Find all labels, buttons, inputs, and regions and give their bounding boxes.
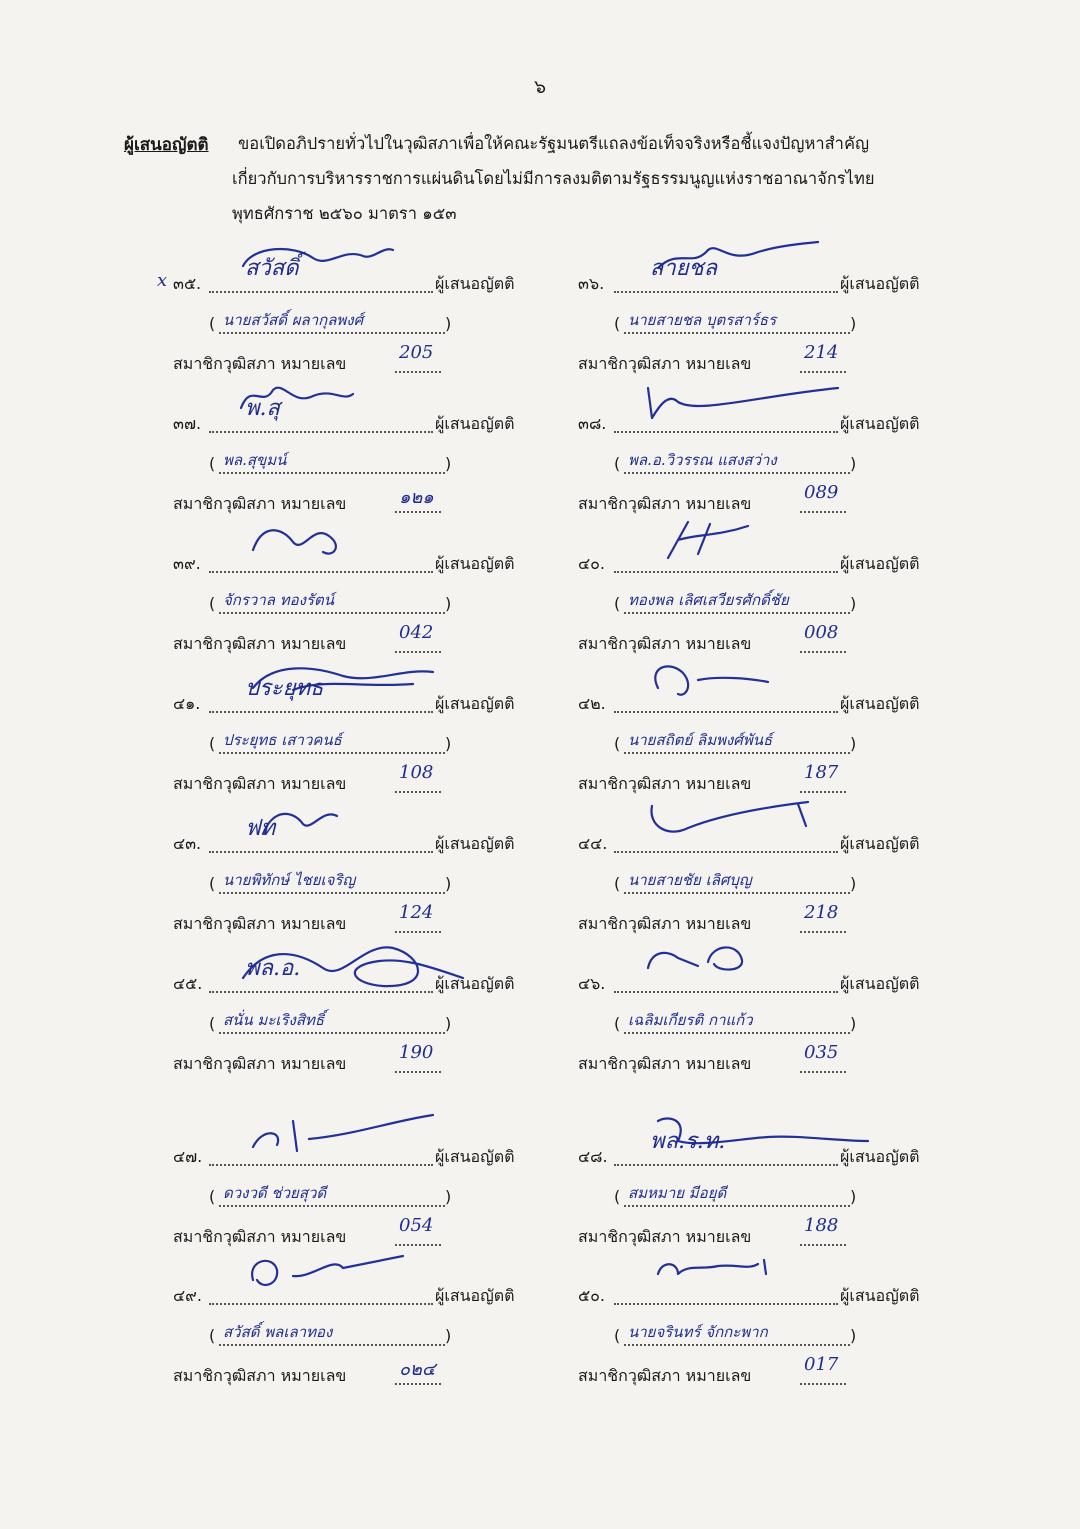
member-name: พล.อ.วิวรรณ แสงสว่าง [628,451,777,469]
paren-close: ) [850,1326,857,1345]
signature-entry [578,1129,968,1265]
paren-open: ( [209,594,216,613]
signature-text: สายชล [650,256,718,281]
check-mark: x [157,270,168,291]
entry-number: ๔๒. [578,694,606,713]
role-label: ผู้เสนอญัตติ [840,974,920,993]
signature-entry [173,1145,563,1265]
entry-number: ๔๘. [578,1147,608,1166]
member-name: ประยุทธ เสาวคนธ์ [223,731,342,749]
name-row [173,1011,563,1040]
member-number-row [173,902,434,937]
name-row [578,1011,968,1040]
handwritten-signature [638,378,878,434]
member-number-label: สมาชิกวุฒิสภา หมายเลข [578,774,752,793]
handwritten-signature [638,518,878,574]
paren-open: ( [614,1326,621,1345]
member-number-value: 108 [399,762,434,783]
member-number-dotted-line [800,1069,846,1073]
name-row [578,451,968,480]
member-number-row [578,622,839,657]
member-number-label: สมาชิกวุฒิสภา หมายเลข [173,494,347,513]
member-number-row [173,1042,434,1077]
member-number-dotted-line [800,929,846,933]
role-label: ผู้เสนอญัตติ [435,974,515,993]
handwritten-signature [638,1250,878,1306]
role-label: ผู้เสนอญัตติ [435,554,515,573]
paren-open: ( [209,1014,216,1033]
paren-open: ( [209,1187,216,1206]
signature-entry [173,816,563,952]
paren-open: ( [614,454,621,473]
paren-close: ) [850,594,857,613]
member-name: นายสวัสดิ์ ผลากุลพงศ์ [223,311,364,329]
paren-open: ( [209,314,216,333]
role-label: ผู้เสนอญัตติ [840,1147,920,1166]
entry-number: ๔๕. [173,974,203,993]
member-number-label: สมาชิกวุฒิสภา หมายเลข [578,354,752,373]
handwritten-signature [638,938,878,994]
member-number-dotted-line [395,649,441,653]
page-number: ๖ [533,76,547,98]
member-number-row [173,1359,436,1389]
signature-entry [578,412,968,532]
member-number-value: 035 [804,1042,839,1063]
member-number-row [173,762,434,797]
name-row [578,311,968,340]
entry-number: ๓๕. [173,274,202,293]
role-label: ผู้เสนอญัตติ [840,1286,920,1305]
member-number-label: สมาชิกวุฒิสภา หมายเลข [578,1227,752,1246]
handwritten-signature [638,658,878,714]
paren-close: ) [850,314,857,333]
paren-open: ( [614,1014,621,1033]
member-name: สมหมาย มีอยุดี [628,1184,727,1202]
name-row [578,1184,968,1213]
paren-close: ) [850,1014,857,1033]
handwritten-signature [233,518,473,574]
entry-number: ๓๗. [173,414,202,433]
signature-entry [173,1284,563,1404]
paren-close: ) [850,874,857,893]
motion-line-1: ขอเปิดอภิปรายทั่วไปในวุฒิสภาเพื่อให้คณะรัฐมนตรีแถลงข้อเท็จจริงหรือชี้แจงปัญหาสำคัญ [238,134,870,153]
signature-entry [578,256,968,392]
member-number-value: 008 [804,622,839,643]
paren-close: ) [445,1014,452,1033]
paren-close: ) [850,1187,857,1206]
paren-close: ) [445,734,452,753]
entry-number: ๔๗. [173,1147,203,1166]
name-row [173,1184,563,1213]
member-number-value: ๑๒๑ [399,487,434,508]
member-name: สนั่น มะเริงสิทธิ์ [223,1011,325,1029]
member-number-value: 188 [804,1215,839,1236]
member-number-value: 017 [804,1354,839,1375]
name-row [173,1323,563,1352]
member-number-label: สมาชิกวุฒิสภา หมายเลข [173,634,347,653]
signature-text: พ.สุ [245,396,280,421]
motion-line-2: เกี่ยวกับการบริหารราชการแผ่นดินโดยไม่มีการลงมติตามรัฐธรรมนูญแห่งราชอาณาจักรไทย [232,169,875,188]
member-number-value: 054 [399,1215,434,1236]
paren-close: ) [445,594,452,613]
name-row [173,591,563,620]
member-number-row [578,902,839,937]
member-number-dotted-line [395,929,441,933]
name-row [578,1323,968,1352]
signature-text: ฟท [245,816,276,841]
member-name: สวัสดิ์ พลเลาทอง [223,1323,333,1341]
signature-text: ประยุทธ [245,676,324,701]
signature-entry [173,956,563,1092]
member-name: นายสถิตย์ ลิมพงศ์พันธ์ [628,731,773,749]
name-row [173,731,563,760]
signature-entry [578,972,968,1092]
paren-close: ) [850,734,857,753]
signature-text: สวัสดิ์ [245,256,299,281]
role-label: ผู้เสนอญัตติ [840,554,920,573]
member-number-value: 205 [399,342,434,363]
signature-entry [578,552,968,672]
role-label: ผู้เสนอญัตติ [435,834,515,853]
paren-close: ) [445,314,452,333]
member-number-row [578,1354,839,1389]
role-label: ผู้เสนอญัตติ [840,694,920,713]
member-number-label: สมาชิกวุฒิสภา หมายเลข [578,494,752,513]
member-name: นายพิทักษ์ ไชยเจริญ [223,871,356,889]
member-number-row [173,1215,434,1250]
member-number-value: ๐๒๔ [399,1359,436,1380]
name-row [173,871,563,900]
role-label: ผู้เสนอญัตติ [435,274,515,293]
entry-number: ๔๓. [173,834,202,853]
member-number-label: สมาชิกวุฒิสภา หมายเลข [173,914,347,933]
member-number-row [578,762,839,797]
signature-entry [578,1284,968,1404]
member-number-row [173,622,434,657]
member-number-row [173,342,434,377]
member-number-row [173,487,434,517]
name-row [578,871,968,900]
entry-number: ๓๖. [578,274,605,293]
member-number-row [578,1215,839,1250]
paren-open: ( [614,874,621,893]
member-number-row [578,342,839,377]
entry-number: ๔๔. [578,834,608,853]
member-number-dotted-line [800,509,846,513]
entry-number: ๔๖. [578,974,606,993]
member-name: ทองพล เลิศเสวียรศักดิ์ชัย [628,591,789,609]
member-number-dotted-line [395,789,441,793]
member-number-dotted-line [395,369,441,373]
member-number-value: 190 [399,1042,434,1063]
paren-close: ) [445,454,452,473]
member-number-value: 042 [399,622,434,643]
signature-entry [173,676,563,812]
member-number-dotted-line [800,789,846,793]
handwritten-signature [233,1111,473,1167]
role-label: ผู้เสนอญัตติ [840,414,920,433]
paren-open: ( [614,734,621,753]
name-row [578,731,968,760]
member-number-value: 218 [804,902,839,923]
paren-open: ( [614,314,621,333]
member-number-dotted-line [395,1069,441,1073]
motion-line-3: พุทธศักราช ๒๕๖๐ มาตรา ๑๕๓ [232,204,457,223]
entry-number: ๔๐. [578,554,605,573]
name-row [173,451,563,480]
signature-text: พล.ร.ท. [650,1129,726,1154]
paren-open: ( [209,454,216,473]
motion-label: ผู้เสนอญัตติ [124,135,209,155]
paren-close: ) [445,874,452,893]
member-number-label: สมาชิกวุฒิสภา หมายเลข [173,774,347,793]
member-name: พล.สุขุมน์ [223,451,287,469]
signature-entry [157,256,563,392]
paren-close: ) [850,454,857,473]
role-label: ผู้เสนอญัตติ [840,274,920,293]
entry-number: ๕๐. [578,1286,605,1305]
member-number-value: 089 [804,482,839,503]
member-number-dotted-line [800,1242,846,1246]
paren-open: ( [614,594,621,613]
handwritten-signature [233,1250,473,1306]
member-name: ดวงวดี ช่วยสุวดี [223,1184,327,1202]
member-number-row [578,482,839,517]
role-label: ผู้เสนอญัตติ [840,834,920,853]
paren-close: ) [445,1187,452,1206]
member-name: นายจรินทร์ จักกะพาก [628,1323,768,1341]
paren-close: ) [445,1326,452,1345]
member-number-row [578,1042,839,1077]
role-label: ผู้เสนอญัตติ [435,694,515,713]
signature-entry [173,552,563,672]
member-number-value: 214 [804,342,839,363]
entry-number: ๔๑. [173,694,201,713]
member-number-dotted-line [800,1381,846,1385]
role-label: ผู้เสนอญัตติ [435,1286,515,1305]
role-label: ผู้เสนอญัตติ [435,414,515,433]
member-number-label: สมาชิกวุฒิสภา หมายเลข [173,1227,347,1246]
member-name: นายสายชัย เลิศบุญ [628,871,752,889]
entry-number: ๓๙. [173,554,201,573]
signature-entry [578,832,968,952]
member-number-label: สมาชิกวุฒิสภา หมายเลข [173,354,347,373]
member-name: จักรวาล ทองรัตน์ [223,591,335,609]
signature-entry [578,692,968,812]
paren-open: ( [209,874,216,893]
entry-number: ๔๙. [173,1286,202,1305]
member-number-label: สมาชิกวุฒิสภา หมายเลข [578,1054,752,1073]
member-number-label: สมาชิกวุฒิสภา หมายเลข [173,1054,347,1073]
name-row [578,591,968,620]
role-label: ผู้เสนอญัตติ [435,1147,515,1166]
member-number-label: สมาชิกวุฒิสภา หมายเลข [578,914,752,933]
handwritten-signature [638,798,878,854]
member-number-dotted-line [800,369,846,373]
member-name: นายสายชล บุตรสาร์ธร [628,311,777,329]
member-number-value: 124 [399,902,434,923]
signature-text: พล.อ. [245,956,301,981]
member-number-label: สมาชิกวุฒิสภา หมายเลข [173,1366,347,1385]
entry-number: ๓๘. [578,414,607,433]
member-name: เฉลิมเกียรติ กาแก้ว [628,1011,753,1029]
member-number-value: 187 [804,762,839,783]
member-number-label: สมาชิกวุฒิสภา หมายเลข [578,634,752,653]
member-number-dotted-line [395,1242,441,1246]
name-row [173,311,563,340]
signature-entry [173,396,563,532]
paren-open: ( [614,1187,621,1206]
member-number-label: สมาชิกวุฒิสภา หมายเลข [578,1366,752,1385]
paren-open: ( [209,1326,216,1345]
member-number-dotted-line [800,649,846,653]
paren-open: ( [209,734,216,753]
